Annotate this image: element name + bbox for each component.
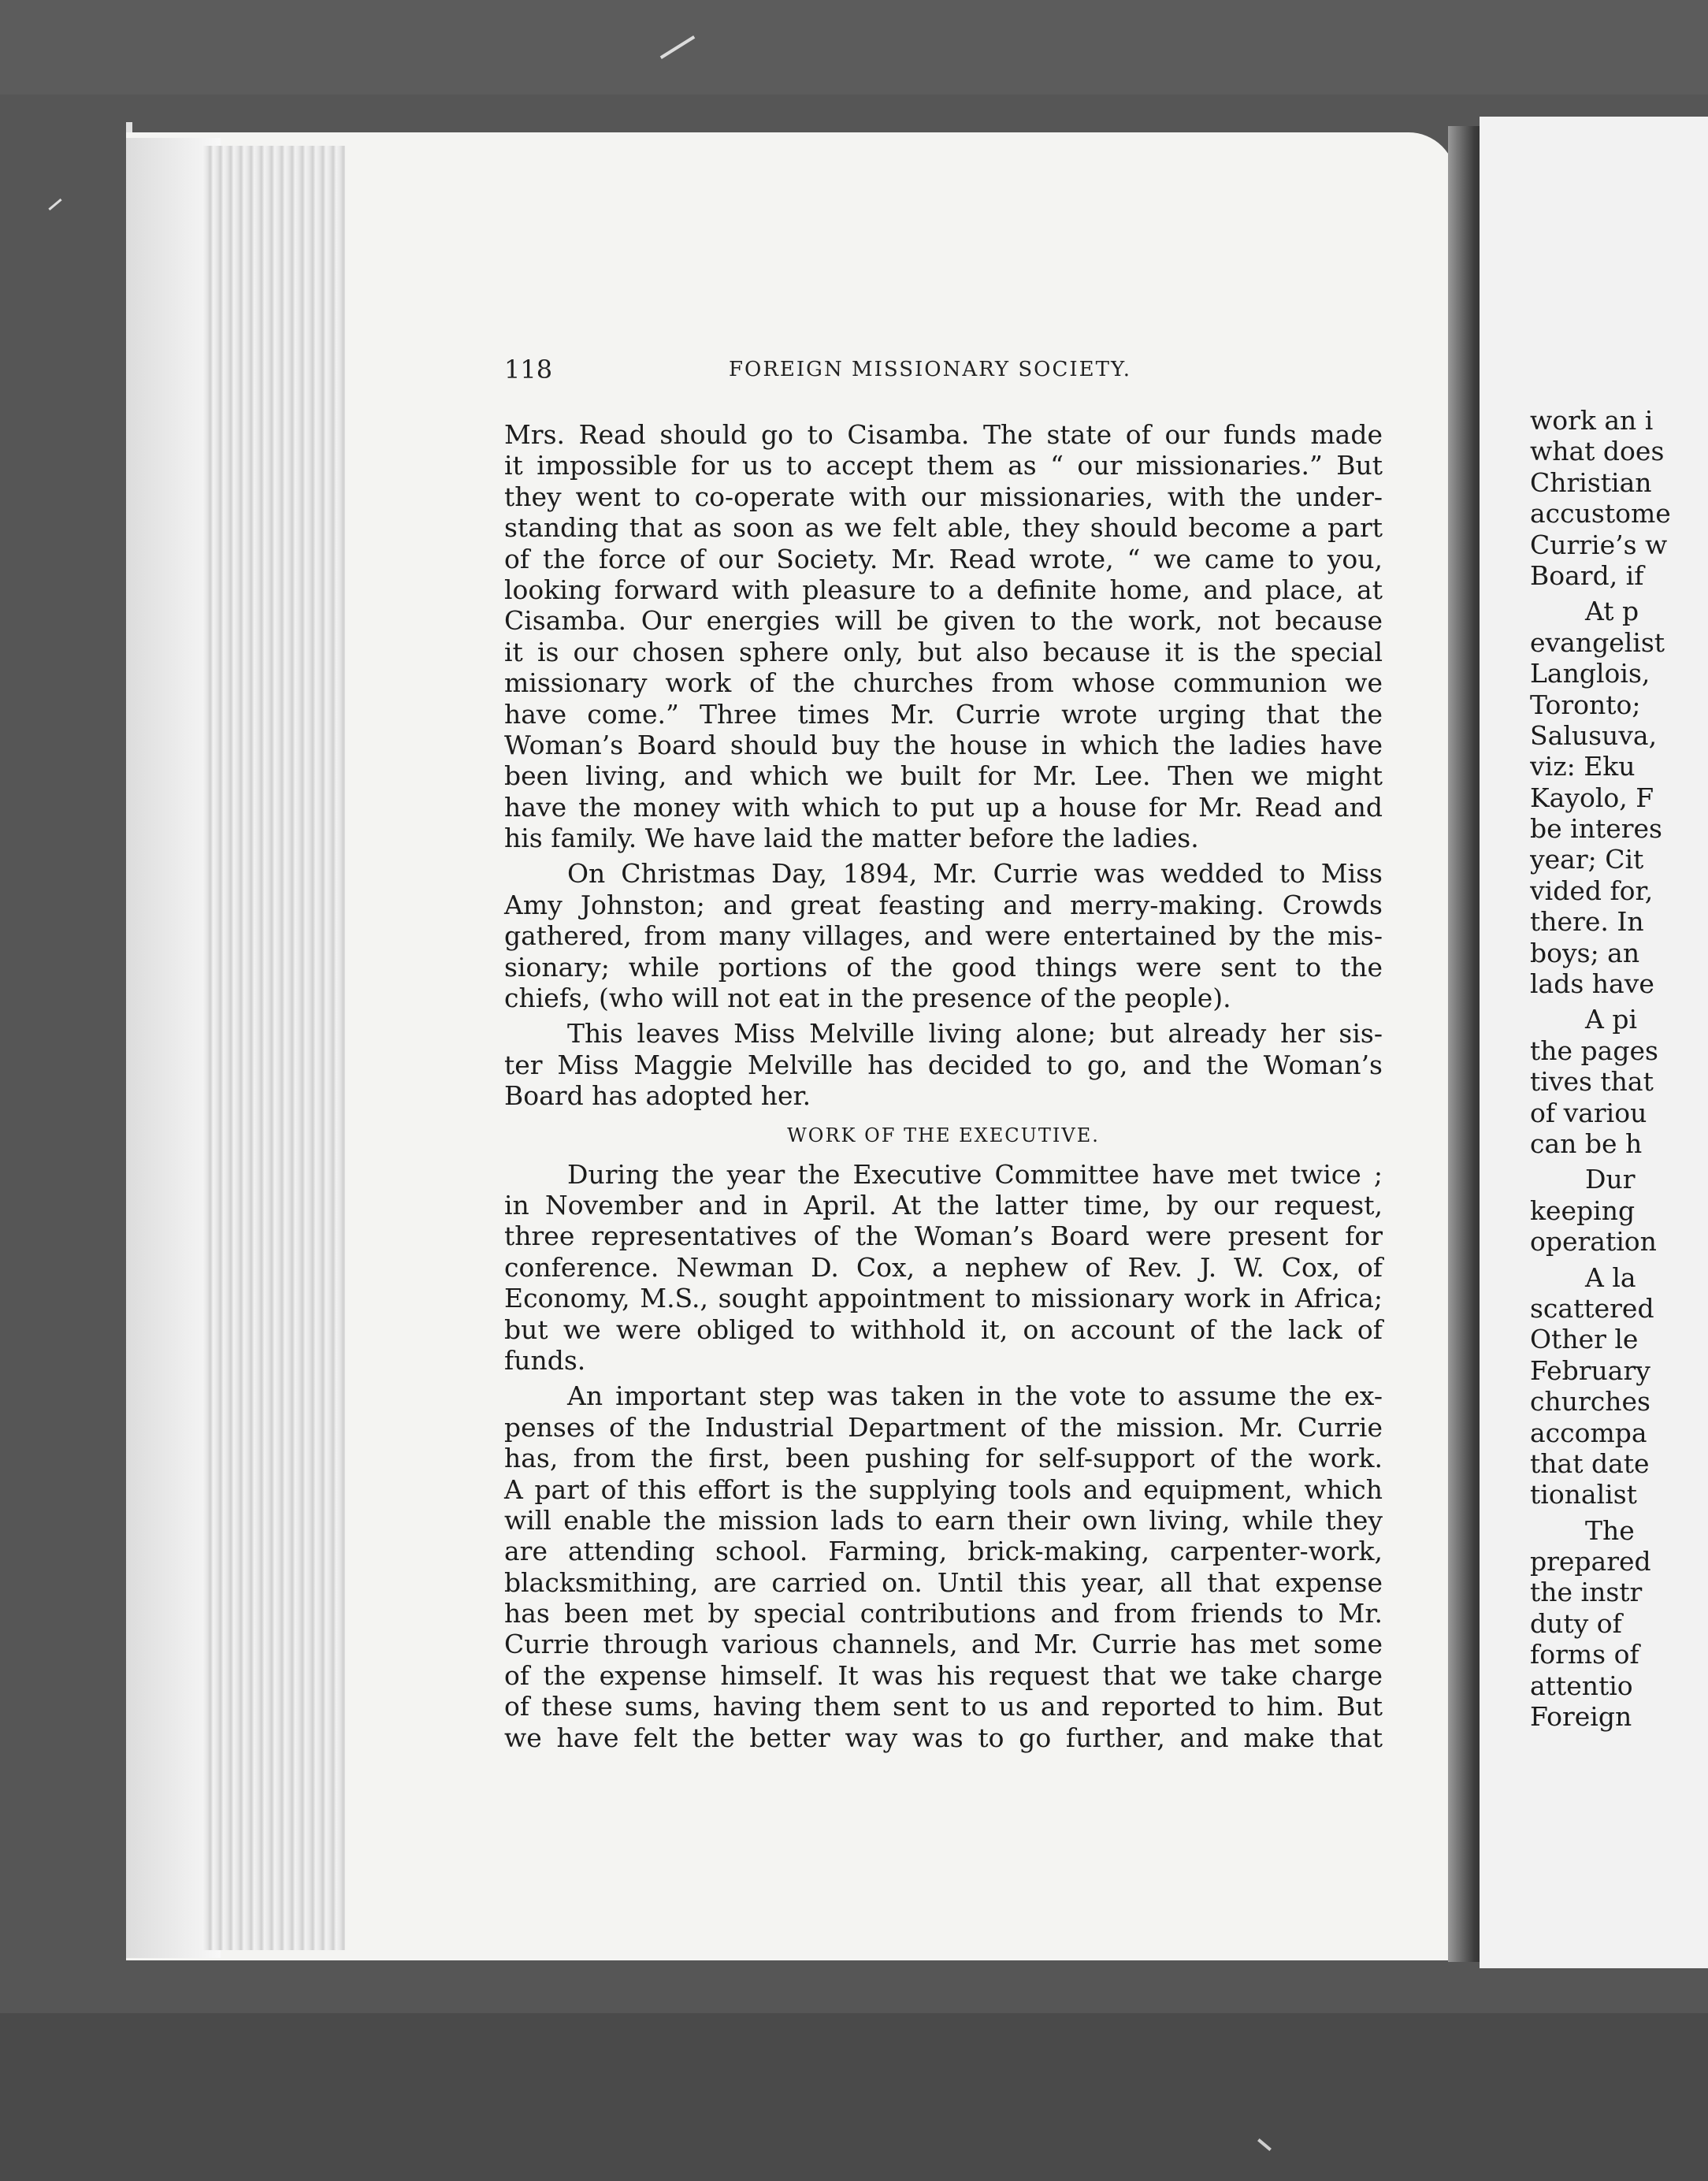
text-fragment: vided for, [1530, 875, 1654, 906]
text-fragment: Board, if [1530, 559, 1644, 591]
text-line: of the force of our Society. Mr. Read wrote, “ we came to you, [504, 543, 1383, 574]
text-fragment: tionalist [1530, 1479, 1637, 1510]
text-line: will enable the mission lads to earn their own living, while they [504, 1504, 1383, 1536]
text-line: This leaves Miss Melville living alone; but already her sis- [567, 1018, 1383, 1050]
text-line: it impossible for us to accept them as “ our missionaries.” But [504, 450, 1383, 481]
page-stack-edges [203, 146, 345, 1950]
text-line: has, from the first, been pushing for self-support of the work. [504, 1443, 1383, 1474]
text-line: conference. Newman D. Cox, a nephew of Rev. J. W. Cox, of [504, 1251, 1383, 1283]
text-fragment: A la [1585, 1261, 1636, 1293]
text-line: has been met by special contributions and from friends to Mr. [504, 1598, 1383, 1629]
text-fragment: Foreign [1530, 1701, 1632, 1733]
text-line: his family. We have laid the matter before the ladies. [504, 823, 1199, 854]
text-line: in November and in April. At the latter time, by our request, [504, 1189, 1383, 1221]
scan-speck [48, 199, 61, 210]
text-line: Amy Johnston; and great feasting and merry-making. Crowds [504, 889, 1383, 920]
text-line: it is our chosen sphere only, but also because it is the special [504, 636, 1383, 667]
text-line: we have felt the better way was to go further, and make that [504, 1722, 1383, 1753]
text-line: penses of the Industrial Department of the mission. Mr. Currie [504, 1411, 1383, 1443]
text-line: On Christmas Day, 1894, Mr. Currie was wedded to Miss [567, 858, 1383, 890]
text-fragment: Salusuva, [1530, 719, 1658, 751]
text-line: A part of this effort is the supplying tools and equipment, which [504, 1473, 1383, 1505]
text-fragment: the pages [1530, 1035, 1658, 1066]
text-line: are attending school. Farming, brick-making, carpenter-work, [504, 1536, 1383, 1567]
text-fragment: prepared [1530, 1546, 1651, 1577]
text-fragment: be interes [1530, 813, 1662, 845]
text-fragment: the instr [1530, 1577, 1643, 1608]
text-fragment: year; Cit [1530, 844, 1644, 875]
section-heading: WORK OF THE EXECUTIVE. [787, 1124, 1100, 1146]
text-fragment: operation [1530, 1226, 1657, 1258]
text-fragment: boys; an [1530, 937, 1640, 968]
text-fragment: Kayolo, F [1530, 782, 1654, 813]
page-number: 118 [504, 355, 553, 385]
text-fragment: A pi [1585, 1004, 1637, 1035]
text-fragment: Langlois, [1530, 658, 1650, 689]
text-line: Board has adopted her. [504, 1080, 811, 1112]
right-page-text [1530, 405, 1708, 1732]
text-line: sionary; while portions of the good things were sent to the [504, 951, 1383, 983]
text-fragment: what does [1530, 436, 1665, 467]
text-fragment: Other le [1530, 1324, 1639, 1355]
text-line: three representatives of the Woman’s Board were present for [504, 1221, 1383, 1252]
text-line: have the money with which to put up a house for Mr. Read and [504, 791, 1383, 823]
text-line: blacksmithing, are carried on. Until this year, all that expense [504, 1566, 1383, 1598]
text-line: chiefs, (who will not eat in the presence of the people). [504, 983, 1231, 1014]
text-fragment: lads have [1530, 968, 1654, 1000]
text-line: An important step was taken in the vote to assume the ex- [567, 1380, 1383, 1412]
text-fragment: there. In [1530, 906, 1644, 938]
text-line: Economy, M.S., sought appointment to missionary work in Africa; [504, 1283, 1383, 1314]
text-fragment: evangelist [1530, 626, 1665, 658]
text-fragment: keeping [1530, 1195, 1636, 1226]
text-fragment: scattered [1530, 1292, 1654, 1324]
text-fragment: attentio [1530, 1670, 1633, 1701]
text-fragment: accustome [1530, 498, 1671, 529]
text-line: funds. [504, 1344, 586, 1376]
text-fragment: work an i [1530, 405, 1654, 436]
text-fragment: viz: Eku [1530, 751, 1636, 782]
text-fragment: of variou [1530, 1097, 1647, 1128]
text-fragment: that date [1530, 1447, 1650, 1479]
text-line: looking forward with pleasure to a definite home, and place, at [504, 574, 1383, 605]
text-line: Mrs. Read should go to Cisamba. The state of our funds made [504, 419, 1383, 450]
text-line: of these sums, having them sent to us and reported to him. But [504, 1691, 1383, 1722]
text-line: Currie through various channels, and Mr. Currie has met some [504, 1629, 1383, 1660]
text-fragment: Toronto; [1530, 689, 1641, 720]
text-fragment: Dur [1585, 1164, 1636, 1195]
scan-background-bottom [0, 2013, 1708, 2181]
text-line: been living, and which we built for Mr. Lee. Then we might [504, 760, 1383, 792]
text-fragment: accompa [1530, 1417, 1647, 1448]
text-fragment: At p [1585, 596, 1639, 627]
text-line: standing that as soon as we felt able, they should become a part [504, 512, 1383, 544]
text-line: they went to co-operate with our missionaries, with the under- [504, 481, 1383, 512]
paragraph-3 [504, 1018, 1383, 1111]
text-fragment: tives that [1530, 1066, 1654, 1098]
paragraph-4 [504, 1159, 1383, 1377]
text-fragment: Currie’s w [1530, 529, 1668, 560]
text-line: Cisamba. Our energies will be given to the work, not because [504, 605, 1383, 637]
text-line: ter Miss Maggie Melville has decided to go, and the Woman’s [504, 1049, 1383, 1080]
text-line: missionary work of the churches from whose communion we [504, 667, 1383, 699]
text-fragment: February [1530, 1354, 1650, 1386]
running-head [504, 355, 1383, 394]
text-line: gathered, from many villages, and were entertained by the mis- [504, 920, 1383, 952]
text-fragment: can be h [1530, 1128, 1643, 1159]
scan-background-top [0, 0, 1708, 95]
text-line: Woman’s Board should buy the house in which the ladies have [504, 729, 1383, 760]
text-fragment: forms of [1530, 1639, 1639, 1670]
running-head-title: FOREIGN MISSIONARY SOCIETY. [729, 358, 1132, 381]
text-line: have come.” Three times Mr. Currie wrote urging that the [504, 698, 1383, 730]
text-line: During the year the Executive Committee have met twice ; [567, 1158, 1383, 1190]
text-line: but we were obliged to withhold it, on account of the lack of [504, 1313, 1383, 1345]
text-line: of the expense himself. It was his request that we take charge [504, 1659, 1383, 1691]
paragraph-5 [504, 1380, 1383, 1753]
paragraph-2 [504, 858, 1383, 1013]
left-page-text [504, 419, 1383, 1753]
text-fragment: Christian [1530, 466, 1652, 498]
text-fragment: duty of [1530, 1607, 1622, 1639]
text-fragment: churches [1530, 1386, 1650, 1417]
text-fragment: The [1585, 1514, 1635, 1546]
paragraph-1 [504, 419, 1383, 853]
